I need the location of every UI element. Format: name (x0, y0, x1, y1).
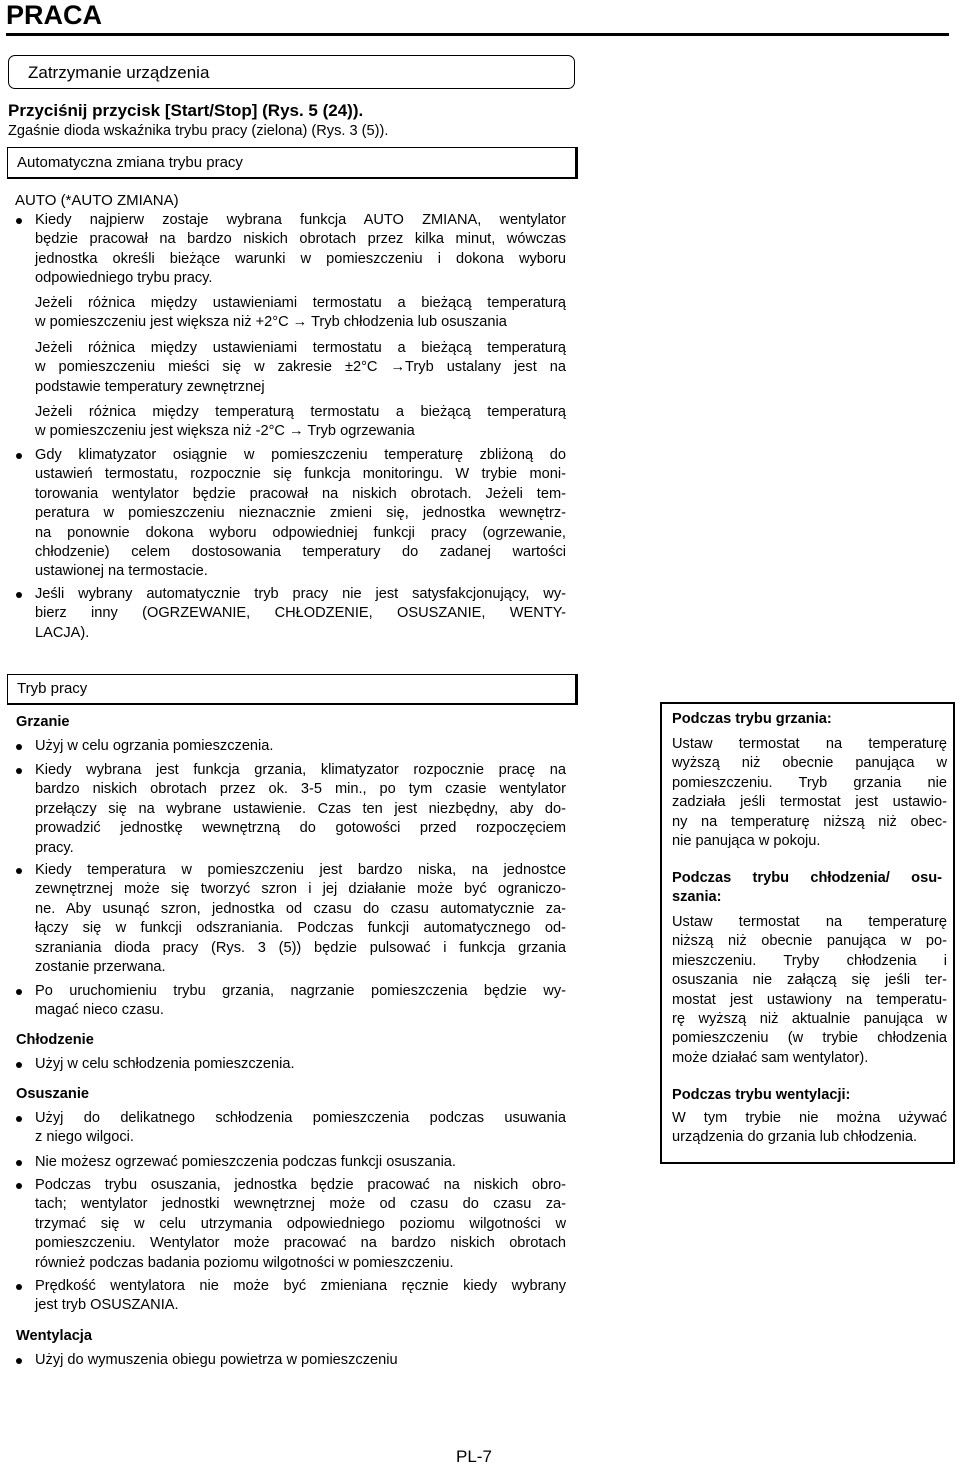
auto-condition-2 (35, 339, 566, 397)
text-line: niższą niż obecnie panująca w po- (672, 933, 947, 950)
text-line: osuszania nie załączą się jeśli ter- (672, 972, 947, 989)
page-title: PRACA (6, 0, 103, 30)
drying-bullet-1 (35, 1109, 566, 1148)
text-line: w pomieszczeniu jest większa niż +2°C → Tryb chłodzenia lub osuszania (35, 314, 507, 331)
text-line: urządzenia do grzania lub chłodzenia. (672, 1129, 918, 1146)
text-line: Kiedy najpierw zostaje wybrana funkcja AUTO ZMIANA, wentylator (35, 212, 566, 228)
text-line: Kiedy temperatura w pomieszczeniu jest bardzo niska, na jednostce (35, 862, 566, 878)
text-line: Gdy klimatyzator osiągnie w pomieszczeniu temperaturę zbliżoną do (35, 447, 566, 463)
text-line: z niego wilgoci. (35, 1129, 134, 1146)
text-line: w pomieszczeniu jest większa niż -2°C → Tryb ogrzewania (35, 423, 415, 440)
text-line: mostat jest ustawiony na temperatu- (672, 991, 947, 1008)
text-line: Użyj w celu ogrzania pomieszczenia. (35, 738, 274, 754)
text-line: Podczas trybu grzania: (672, 711, 832, 727)
text-line: mieszczeniu. Tryby chłodzenia i (672, 952, 947, 969)
text-line: zadziała jeśli termostat jest ustawio- (672, 794, 947, 811)
text-line: Po uruchomieniu trybu grzania, nagrzanie pomieszczenia będzie wy- (35, 983, 566, 999)
heating-bullet-4 (35, 982, 566, 1021)
text-line: trzymać się w celu utrzymania odpowiedniego poziomu wilgotności w (35, 1215, 566, 1232)
text-line: Jeżeli różnica między ustawieniami termostatu a bieżącą temperaturą (35, 295, 566, 311)
text-line: ne. Aby usunąć szron, jednostka od czasu do czasu automatycznie za- (35, 900, 566, 917)
text-line: ustawionej na termostacie. (35, 563, 208, 580)
text-line: pomieszczeniu. Tryb grzania nie (672, 774, 947, 791)
text-line: na ponownie dokona wyboru odpowiedniej funkcji pracy (ogrzewanie, (35, 524, 566, 541)
heating-heading: Grzanie (16, 714, 70, 730)
text-line: torowania wentylator będzie pracował na niskich obrotach. Jeżeli tem- (35, 485, 566, 502)
text-line: Jeżeli różnica między temperaturą termostatu a bieżącą temperaturą (35, 404, 566, 420)
auto-section-box (7, 147, 578, 179)
heating-bullet-2 (35, 761, 566, 858)
text-line: będzie pracował na bardzo niskich obrotach przez kilka minut, wówczas (35, 231, 566, 248)
text-line: pomieszczeniu. Wentylator może pracować na bardzo niskich obrotach (35, 1235, 566, 1252)
text-line: Użyj do delikatnego schłodzenia pomieszczenia podczas usuwania (35, 1110, 566, 1126)
text-line: Użyj do wymuszenia obiegu powietrza w pomieszczeniu (35, 1352, 398, 1368)
auto-section-title: Automatyczna zmiana trybu pracy (17, 154, 243, 171)
auto-condition-3 (35, 403, 566, 442)
text-line: odpowiedniego trybu pracy. (35, 270, 213, 287)
text-line: jest tryb OSUSZANIA. (35, 1297, 179, 1314)
text-line: podstawie temperatury zewnętrznej (35, 378, 265, 395)
auto-condition-1 (35, 294, 566, 333)
title-divider (6, 33, 949, 36)
text-line: rę wyższą niż aktualnie panująca w (672, 1011, 947, 1028)
side-ventilation-text (672, 1109, 947, 1148)
text-line: Użyj w celu schłodzenia pomieszczenia. (35, 1056, 295, 1072)
text-line: zostanie przerwana. (35, 959, 166, 976)
cooling-heading: Chłodzenie (16, 1032, 94, 1048)
stop-section-box (8, 55, 575, 89)
auto-heading: AUTO (*AUTO ZMIANA) (15, 192, 179, 209)
text-line: Nie możesz ogrzewać pomieszczenia podczas funkcji osuszania. (35, 1154, 456, 1170)
text-line: może działać sam wentylator). (672, 1049, 869, 1066)
text-line: Ustaw termostat na temperaturę (672, 914, 947, 930)
drying-bullet-3 (35, 1176, 566, 1273)
heating-bullet-1 (35, 737, 566, 756)
text-line: Podczas trybu osuszania, jednostka będzie pracować na niskich obro- (35, 1177, 566, 1193)
text-line: łączy się w funkcji odszraniania. Podczas funkcji automatycznego od- (35, 920, 566, 937)
text-line: bardzo niskich obrotach przez ok. 3-5 min., po tym czasie wentylator (35, 781, 566, 798)
text-line: pomieszczeniu (w trybie chłodzenia (672, 1030, 947, 1047)
drying-heading: Osuszanie (16, 1086, 89, 1102)
text-line: bierz inny (OGRZEWANIE, CHŁODZENIE, OSUSZANIE, WENTY- (35, 605, 566, 622)
text-line: pracy. (35, 839, 74, 856)
text-line: Jeśli wybrany automatycznie tryb pracy nie jest satysfakcjonujący, wy- (35, 586, 566, 602)
cooling-bullet-1 (35, 1055, 566, 1074)
text-line: nie panująca w pokoju. (672, 833, 821, 850)
text-line: szania: (672, 889, 722, 906)
text-line: prowadzić jednostkę wewnętrzną do gotowości przed rozpoczęciem (35, 820, 566, 837)
text-line: peratura w pomieszczeniu nieznacznie zmieni się, jednostka wewnętrz- (35, 505, 566, 522)
text-line: Podczas trybu wentylacji: (672, 1087, 851, 1103)
page-number: PL-7 (456, 1447, 492, 1466)
auto-bullet-2 (35, 446, 566, 582)
drying-bullet-4 (35, 1277, 566, 1316)
text-line: zewnętrznej może się tworzyć szron i jej działanie może być ograniczo- (35, 881, 566, 898)
text-line: chłodzenie) celem dostosowania temperatury do zadanej wartości (35, 544, 566, 561)
text-line: wyższą niż obecnie panująca w (672, 755, 947, 772)
text-line: również podczas badania poziomu wilgotności w pomieszczeniu. (35, 1254, 454, 1271)
side-heating-text (672, 735, 947, 851)
text-line: Kiedy wybrana jest funkcja grzania, klimatyzator rozpocznie pracę na (35, 762, 566, 778)
text-line: przełączy się na wybrane ustawienie. Czas ten jest niezbędny, aby do- (35, 800, 566, 817)
text-line: magać nieco czasu. (35, 1002, 164, 1019)
stop-section-title: Zatrzymanie urządzenia (28, 63, 210, 82)
text-line: szraniania dioda pracy (Rys. 3 (5)) będzie pulsować i funkcja grzania (35, 939, 566, 956)
text-line: LACJA). (35, 624, 90, 641)
side-heating-heading (672, 710, 942, 729)
text-line: tach; wentylator jednostki wewnętrznej może od czasu do czasu za- (35, 1196, 566, 1213)
text-line: W tym trybie nie można używać (672, 1110, 947, 1126)
text-line: w pomieszczeniu mieści się w zakresie ±2°C →Tryb ustalany jest na (35, 359, 566, 376)
text-line: ustawień termostatu, rozpocznie się funkcja monitoringu. W trybie moni- (35, 466, 566, 483)
heating-bullet-3 (35, 861, 566, 977)
ventilation-heading: Wentylacja (16, 1328, 92, 1344)
text-line: Jeżeli różnica między ustawieniami termostatu a bieżącą temperaturą (35, 340, 566, 356)
mode-section-box (7, 674, 578, 705)
text-line: jednostka określi bieżące warunki w pomieszczeniu i dokona wyboru (35, 250, 566, 267)
side-cooling-text (672, 913, 947, 1068)
stop-heading: Przyciśnij przycisk [Start/Stop] (Rys. 5 (24)). (8, 101, 364, 120)
side-ventilation-heading (672, 1086, 942, 1105)
side-cooling-heading (672, 869, 942, 908)
ventilation-bullet-1 (35, 1351, 566, 1370)
text-line: Prędkość wentylatora nie może być zmieniana ręcznie kiedy wybrany (35, 1278, 566, 1294)
text-line: Ustaw termostat na temperaturę (672, 736, 947, 752)
mode-section-title: Tryb pracy (17, 680, 88, 697)
stop-text: Zgaśnie dioda wskaźnika trybu pracy (zielona) (Rys. 3 (5)). (8, 123, 389, 139)
side-info-box (660, 702, 955, 1164)
auto-bullet-3 (35, 585, 566, 643)
auto-bullet-1 (35, 211, 566, 289)
text-line: ny na temperaturę niższą niż obec- (672, 813, 947, 830)
drying-bullet-2 (35, 1153, 566, 1172)
text-line: Podczas trybu chłodzenia/ osu- (672, 870, 942, 886)
